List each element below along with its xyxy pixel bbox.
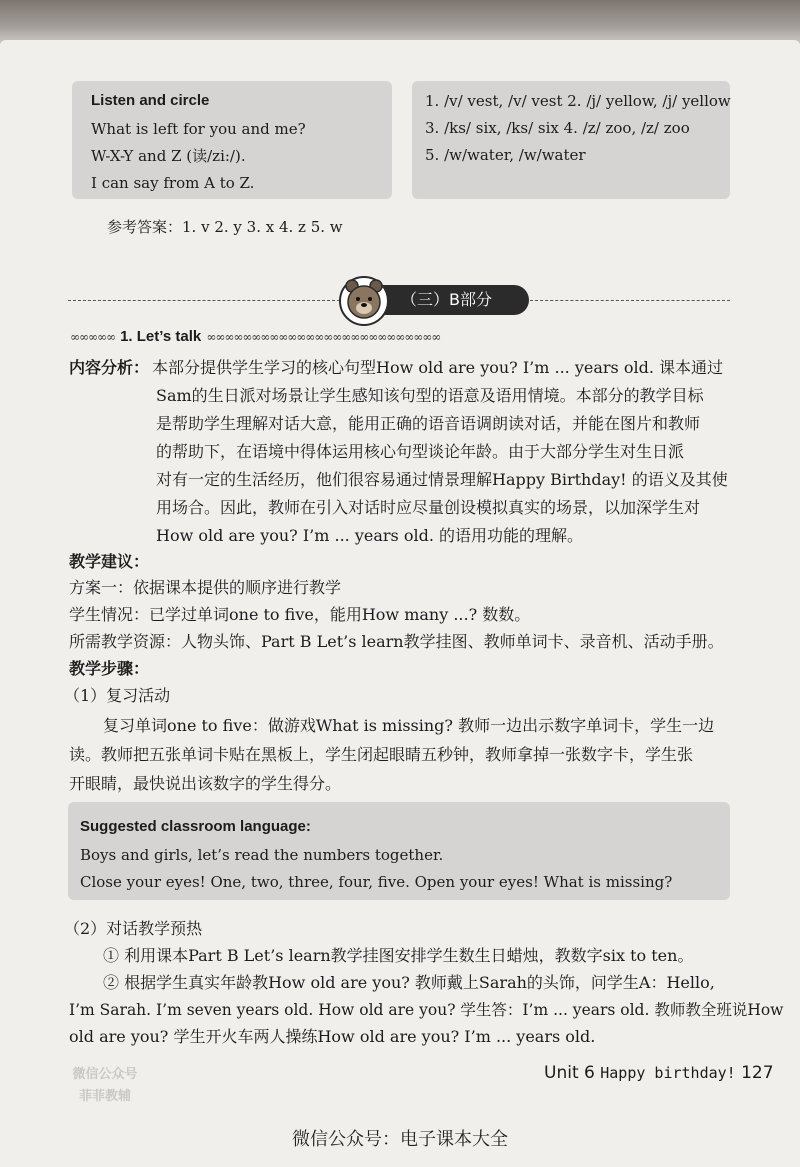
step2-line: ① 利用课本Part B Let’s learn教学挂图安排学生数生日蜡烛，教数字six to ten。: [103, 946, 694, 965]
teaching-steps-label: 教学步骤：: [69, 659, 150, 678]
step1-line: 复习单词one to five：做游戏What is missing? 教师一边出示数字单词卡，学生一边: [103, 716, 715, 735]
step2-title: （2）对话教学预热: [64, 919, 203, 938]
teaching-suggestion-label: 教学建议：: [69, 552, 150, 571]
wavy-deco-right: ∞∞∞∞∞∞∞∞∞∞∞∞∞∞∞∞∞∞∞∞∞∞∞∞∞∞: [206, 330, 441, 344]
section-banner: （三）B部分: [343, 285, 529, 315]
listen-circle-title: Listen and circle: [91, 92, 210, 109]
listen-circle-line: What is left for you and me?: [91, 120, 306, 138]
listen-circle-line: W-X-Y and Z (读/zi:/).: [91, 147, 246, 165]
divider-right: [530, 300, 730, 301]
phonics-line: 1. /v/ vest, /v/ vest 2. /j/ yellow, /j/ yellow: [425, 92, 731, 110]
scan-top-edge: [0, 0, 800, 44]
bear-mascot-icon: [337, 272, 391, 326]
content-analysis-line: 对有一定的生活经历，他们很容易通过情景理解Happy Birthday! 的语义及其使: [156, 470, 728, 489]
page-number: 127: [741, 1063, 774, 1083]
watermark-line: 微信公众号: [72, 1067, 138, 1082]
divider-left: [68, 300, 340, 301]
content-analysis-line: Sam的生日派对场景让学生感知该句型的语意及语用情境。本部分的教学目标: [156, 386, 704, 405]
listen-circle-line: I can say from A to Z.: [91, 174, 255, 192]
watermark-line: 菲菲教辅: [78, 1089, 131, 1104]
step1-line: 开眼睛，最快说出该数字的学生得分。: [69, 774, 342, 793]
content-analysis-line: 的帮助下，在语境中得体运用核心句型谈论年龄。由于大部分学生对生日派: [156, 442, 685, 461]
step2-line: ② 根据学生真实年龄教How old are you? 教师戴上Sarah的头饰，问学生A：Hello,: [103, 973, 715, 992]
phonics-line: 5. /w/water, /w/water: [425, 146, 586, 164]
wavy-deco-left: ∞∞∞∞∞: [70, 330, 115, 344]
lets-talk-heading: [70, 326, 440, 345]
content-analysis-line: 是帮助学生理解对话大意，能用正确的语音语调朗读对话，并能在图片和教师: [156, 414, 701, 433]
student-situation: 学生情况：已学过单词one to five，能用How many ...? 数数。: [69, 605, 531, 624]
phonics-line: 3. /ks/ six, /ks/ six 4. /z/ zoo, /z/ zoo: [425, 119, 690, 137]
step2-line: I’m Sarah. I’m seven years old. How old are you? 学生答：I’m ... years old. 教师教全班说How: [69, 1001, 784, 1019]
teaching-resources: 所需教学资源：人物头饰、Part B Let’s learn教学挂图、教师单词卡、录音机、活动手册。: [69, 632, 724, 651]
content-analysis-label: 内容分析：: [69, 358, 150, 377]
unit-title: Happy birthday!: [600, 1064, 736, 1082]
step1-title: （1）复习活动: [64, 686, 171, 705]
content-analysis-line: 用场合。因此，教师在引入对话时应尽量创设模拟真实的场景，以加深学生对: [156, 498, 701, 517]
unit-label: Unit 6: [544, 1063, 595, 1083]
content-analysis-line: 本部分提供学生学习的核心句型How old are you? I’m ... years old. 课本通过: [152, 358, 723, 377]
step1-line: 读。教师把五张单词卡贴在黑板上，学生闭起眼睛五秒钟，教师拿掉一张数字卡，学生张: [69, 745, 694, 764]
classroom-language-line: Boys and girls, let’s read the numbers together.: [80, 846, 444, 864]
page-footer: [544, 1063, 774, 1083]
classroom-language-title: Suggested classroom language:: [80, 818, 311, 835]
bottom-caption: 微信公众号：电子课本大全: [292, 1129, 508, 1150]
classroom-language-line: Close your eyes! One, two, three, four, five. Open your eyes! What is missing?: [80, 873, 673, 891]
step2-line: old are you? 学生开火车两人操练How old are you? I’m ... years old.: [69, 1027, 596, 1046]
reference-answer: 参考答案：1. v 2. y 3. x 4. z 5. w: [107, 218, 343, 236]
content-analysis-line: How old are you? I’m ... years old. 的语用功能的理解。: [156, 526, 583, 545]
lets-talk-title: 1. Let’s talk: [120, 328, 202, 345]
teaching-plan: 方案一：依据课本提供的顺序进行教学: [69, 578, 342, 597]
